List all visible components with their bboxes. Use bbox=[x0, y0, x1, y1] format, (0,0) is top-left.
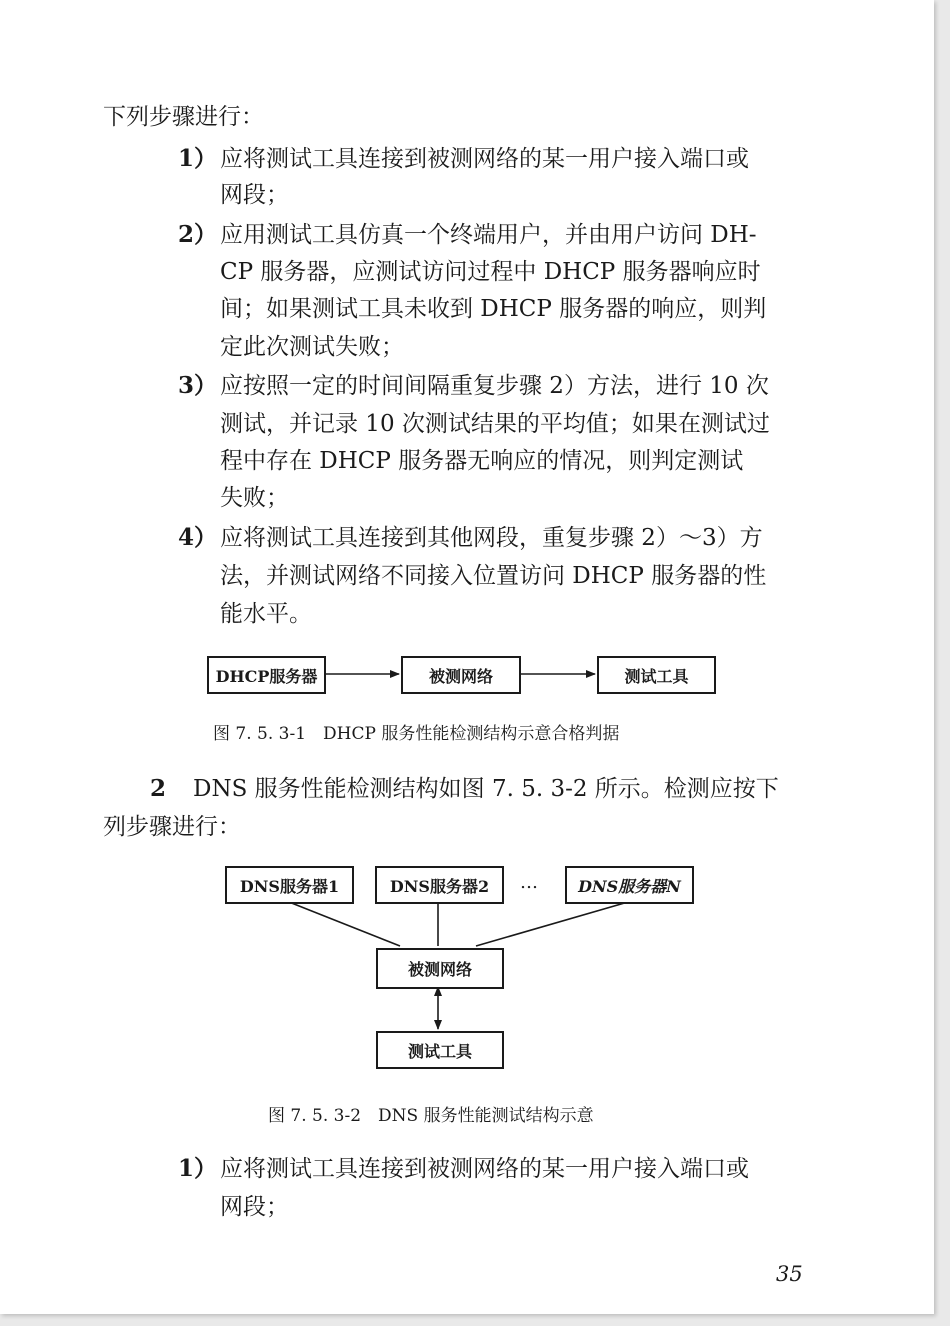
item-number: 3） bbox=[178, 372, 218, 399]
item-text-line: 失败； bbox=[220, 485, 289, 511]
item-text-line: 网段； bbox=[220, 182, 289, 208]
figure2-box-dns-server-1: DNS服务器1 bbox=[225, 866, 354, 904]
line-serverN-network bbox=[476, 902, 628, 946]
figure1-box-test-tool: 测试工具 bbox=[597, 656, 716, 694]
section-text-line: 列步骤进行： bbox=[103, 814, 241, 840]
item-text-line: 间；如果测试工具未收到 DHCP 服务器的响应，则判 bbox=[220, 296, 767, 322]
page-number: 35 bbox=[776, 1262, 803, 1286]
item-number: 2） bbox=[178, 221, 218, 248]
item-text-line: 程中存在 DHCP 服务器无响应的情况，则判定测试 bbox=[220, 448, 744, 474]
item-text-line: 定此次测试失败； bbox=[220, 334, 404, 360]
intro-line: 下列步骤进行： bbox=[103, 104, 264, 130]
section-number: 2 bbox=[150, 775, 167, 802]
figure1-box-dhcp-server: DHCP服务器 bbox=[207, 656, 326, 694]
item-text-line: 应将测试工具连接到其他网段，重复步骤 2）～3）方 bbox=[220, 525, 763, 551]
figure2-box-dns-server-n: DNS服务器N bbox=[565, 866, 694, 904]
item-text-line: 法，并测试网络不同接入位置访问 DHCP 服务器的性 bbox=[220, 563, 767, 589]
item-text-line: 应用测试工具仿真一个终端用户，并由用户访问 DH- bbox=[220, 222, 757, 248]
item-number: 1） bbox=[178, 145, 218, 172]
item-text-line: 应按照一定的时间间隔重复步骤 2）方法，进行 10 次 bbox=[220, 373, 769, 399]
figure2-box-network: 被测网络 bbox=[376, 948, 504, 989]
figure2-caption: 图 7. 5. 3-2 DNS 服务性能测试结构示意 bbox=[268, 1106, 594, 1126]
item-number: 4） bbox=[178, 524, 218, 551]
figure1-caption: 图 7. 5. 3-1 DHCP 服务性能检测结构示意合格判据 bbox=[213, 724, 620, 744]
item-text-line: 能水平。 bbox=[220, 601, 312, 627]
figure2-box-dns-server-2: DNS服务器2 bbox=[375, 866, 504, 904]
figure2-ellipsis: … bbox=[520, 872, 538, 893]
line-server1-network bbox=[289, 902, 400, 946]
figure2-box-test-tool: 测试工具 bbox=[376, 1031, 504, 1069]
item-text-line: 网段； bbox=[220, 1194, 289, 1220]
item-number: 1） bbox=[178, 1155, 218, 1182]
item-text-line: CP 服务器，应测试访问过程中 DHCP 服务器响应时 bbox=[220, 259, 761, 285]
item-text-line: 应将测试工具连接到被测网络的某一用户接入端口或 bbox=[220, 146, 749, 172]
figure1-box-network: 被测网络 bbox=[401, 656, 521, 694]
item-text-line: 应将测试工具连接到被测网络的某一用户接入端口或 bbox=[220, 1156, 749, 1182]
item-text-line: 测试，并记录 10 次测试结果的平均值；如果在测试过 bbox=[220, 411, 770, 437]
section-text-line: DNS 服务性能检测结构如图 7. 5. 3-2 所示。检测应按下 bbox=[193, 776, 779, 802]
